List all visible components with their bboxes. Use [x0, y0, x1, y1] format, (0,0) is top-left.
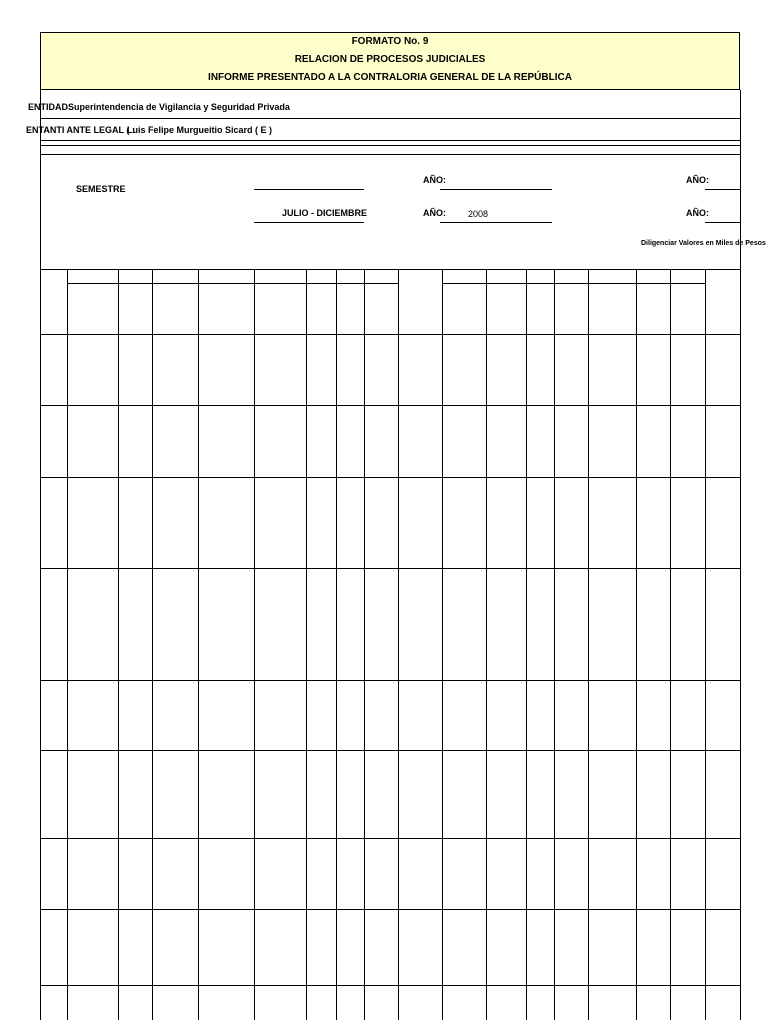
entity-value: Superintendencia de Vigilancia y Seguridad Privada — [68, 102, 290, 112]
row-rule — [40, 568, 740, 569]
row-rule — [40, 985, 740, 986]
ano-label-4: AÑO: — [686, 208, 709, 218]
column-rule — [67, 269, 68, 1020]
column-rule — [364, 269, 365, 1020]
column-rule — [398, 269, 399, 1020]
group-rule — [254, 283, 398, 284]
form-title: RELACION DE PROCESOS JUDICIALES — [294, 54, 486, 65]
column-rule — [554, 269, 555, 1020]
column-rule — [670, 269, 671, 1020]
legal-rep-value: Luis Felipe Murgueitio Sicard ( E ) — [127, 125, 273, 135]
row-rule — [40, 838, 740, 839]
ano-label-3: AÑO: — [423, 208, 446, 218]
column-rule — [636, 269, 637, 1020]
column-rule — [705, 269, 706, 1020]
row-rule — [40, 909, 740, 910]
group-rule — [442, 283, 705, 284]
ano-label-1: AÑO: — [423, 175, 446, 185]
row-rule — [40, 680, 740, 681]
row-rule — [40, 750, 740, 751]
column-rule — [254, 269, 255, 1020]
semester-value: JULIO - DICIEMBRE — [282, 208, 368, 218]
column-rule — [152, 269, 153, 1020]
row-rule — [40, 405, 740, 406]
ano-label-2: AÑO: — [686, 175, 709, 185]
form-subtitle: INFORME PRESENTADO A LA CONTRALORIA GENERAL DE LA REPÚBLICA — [208, 72, 572, 83]
form-number: FORMATO No. 9 — [351, 36, 429, 47]
values-note: Diligenciar Valores en Miles de Pesos — [641, 240, 766, 247]
year-value: 2008 — [468, 209, 489, 219]
column-rule — [198, 269, 199, 1020]
legal-rep-label: ENTANTI ANTE LEGAL ( : — [26, 125, 135, 135]
group-rule — [67, 283, 254, 284]
column-rule — [526, 269, 527, 1020]
column-rule — [336, 269, 337, 1020]
column-rule — [306, 269, 307, 1020]
column-rule — [740, 269, 741, 1020]
column-rule — [588, 269, 589, 1020]
row-rule — [40, 477, 740, 478]
column-rule — [118, 269, 119, 1020]
row-rule — [40, 334, 740, 335]
column-rule — [40, 269, 41, 1020]
entity-label: ENTIDAD — [28, 102, 68, 112]
column-rule — [442, 269, 443, 1020]
semestre-label: SEMESTRE — [76, 184, 126, 194]
column-rule — [486, 269, 487, 1020]
table-top-rule — [40, 269, 740, 270]
